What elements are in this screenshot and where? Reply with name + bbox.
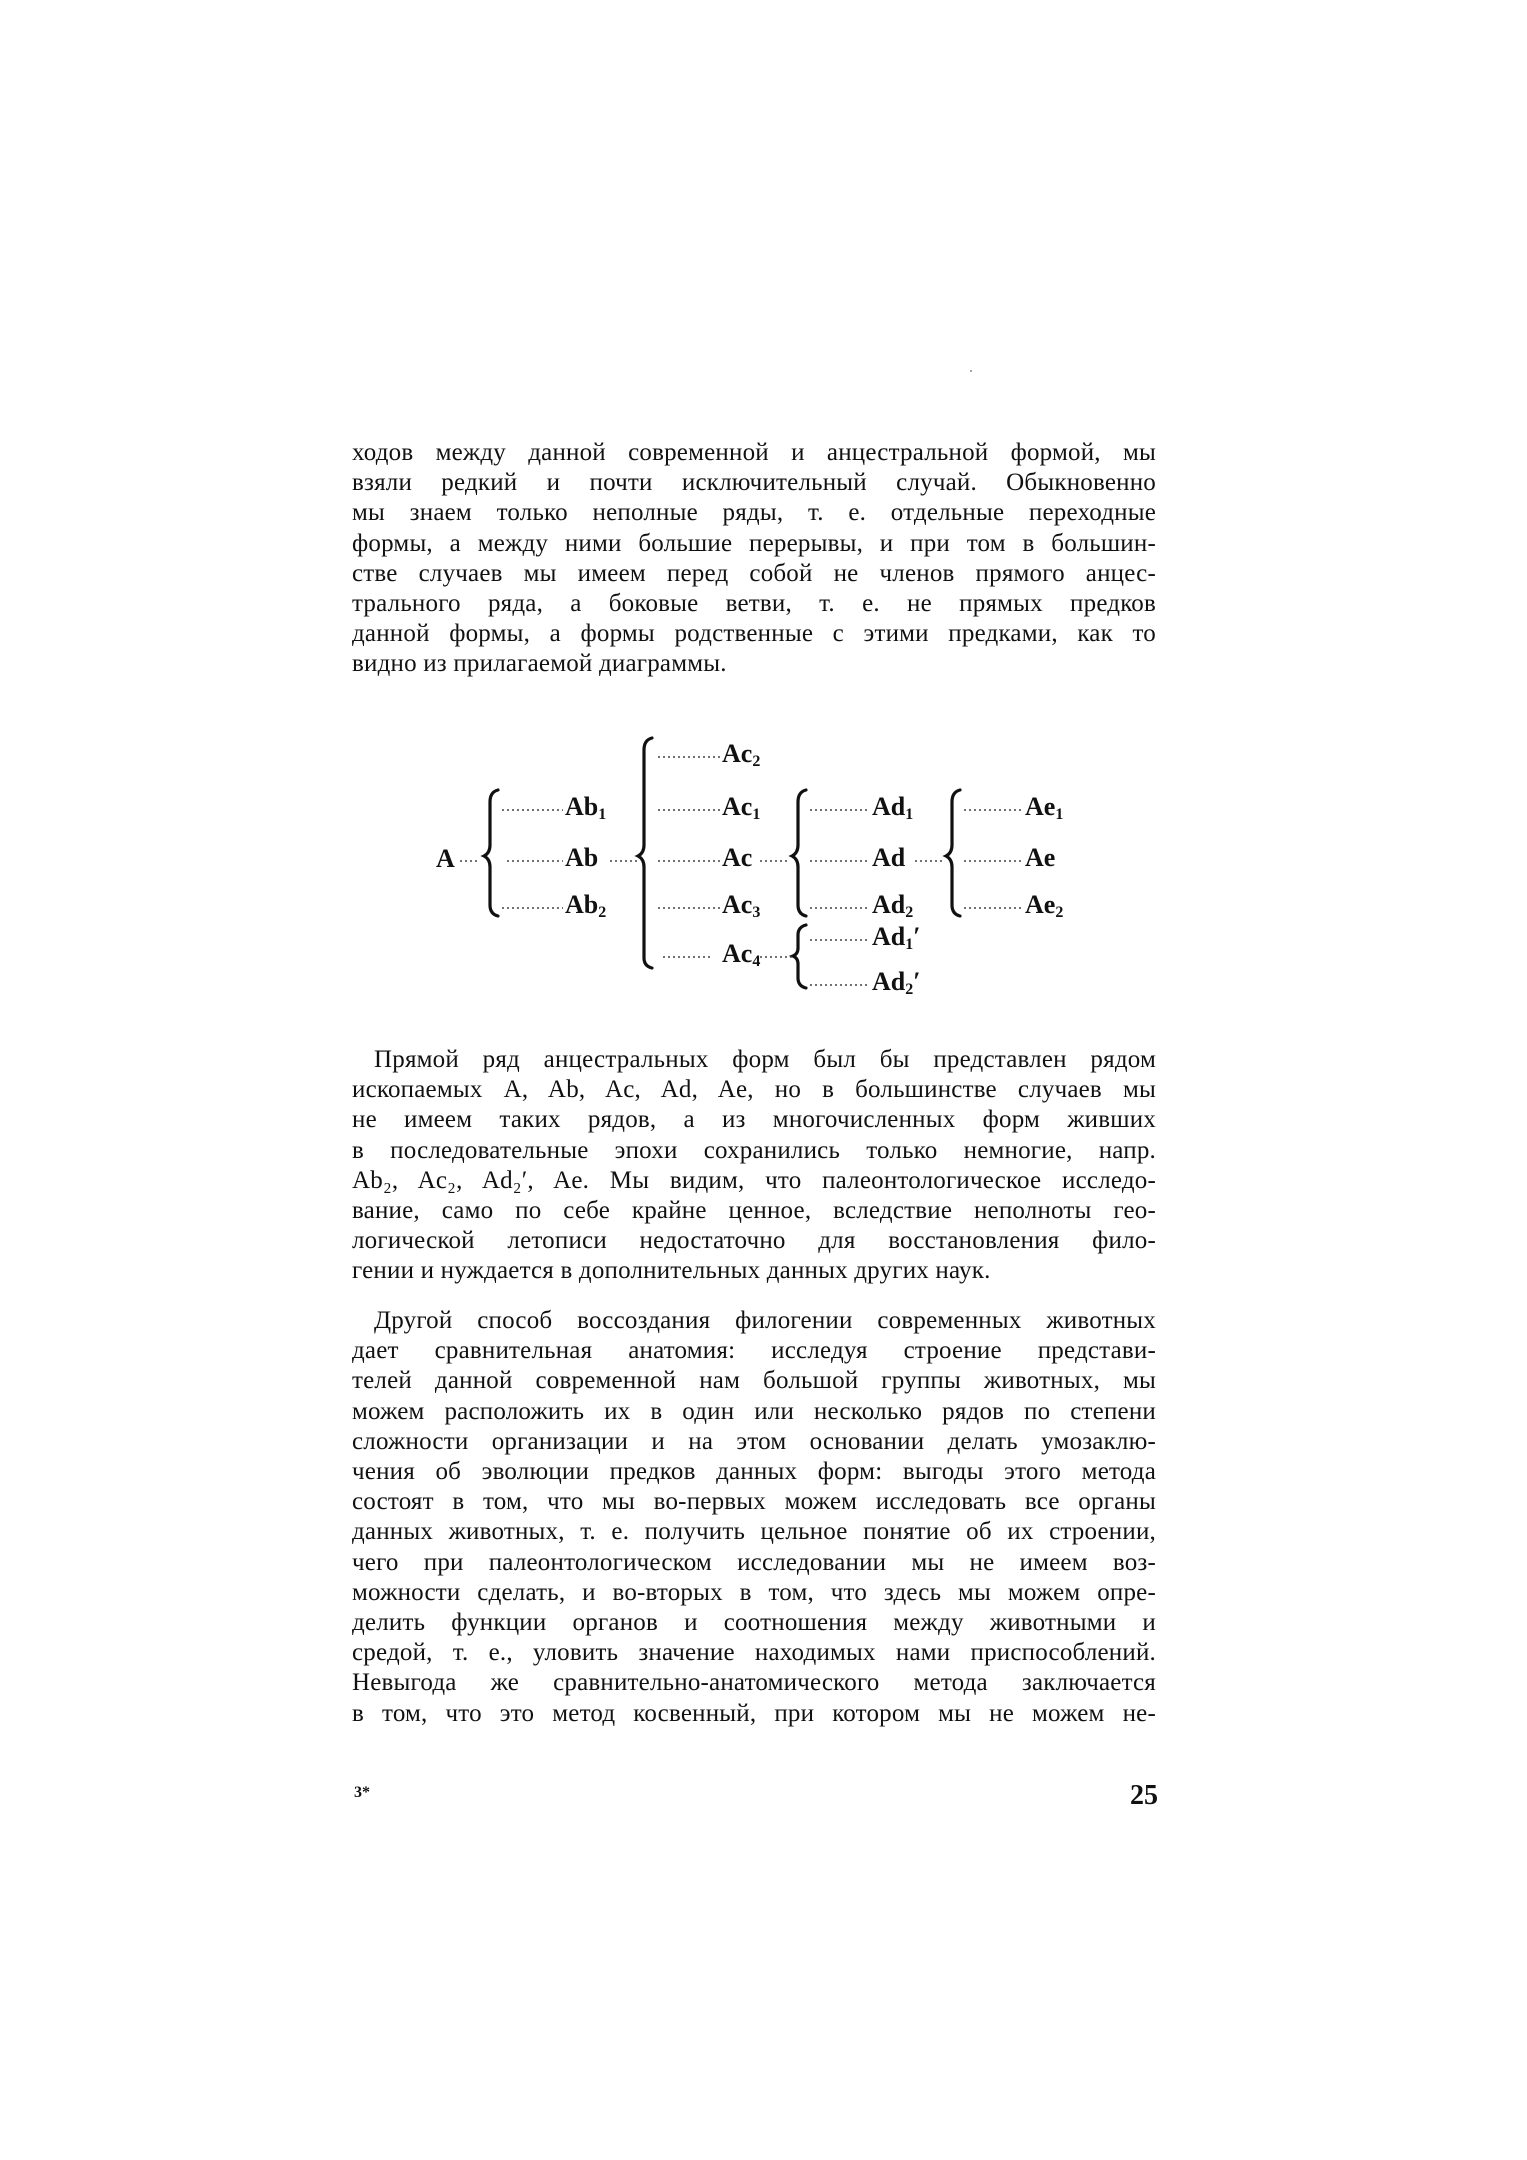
node-label: Ad [872, 967, 906, 996]
node-label: Ab [565, 890, 599, 919]
text-line: мы знаем только неполные ряды, т. е. отдельные переходные [352, 499, 1156, 527]
text-line: данной формы, а формы родственные с этими предками, как то [352, 620, 1156, 648]
node-label: Ad [872, 843, 906, 872]
node-ac2 [722, 741, 760, 770]
node-ad2-prime [872, 969, 921, 998]
scan-speck [970, 370, 972, 372]
text-line: данных животных, т. е. получить цельное понятие об их строении, [352, 1518, 1156, 1546]
node-ad1 [872, 794, 913, 823]
text-line: не имеем таких рядов, а из многочисленных форм живших [352, 1106, 1156, 1134]
node-ac4 [722, 941, 760, 970]
text-line: вание, само по себе крайне ценное, вследствие неполноты гео- [352, 1197, 1156, 1225]
node-ab [565, 845, 598, 871]
node-subscript: 1 [1055, 806, 1064, 823]
node-subscript: 2 [752, 753, 761, 770]
node-label: Ab [565, 843, 599, 872]
text-line: чения об эволюции предков данных форм: выгоды этого метода [352, 1458, 1156, 1486]
text-line: сложности организации и на этом основании делать умозаклю- [352, 1427, 1156, 1455]
node-subscript: 1 [905, 936, 914, 953]
text-line: формы, а между ними большие перерывы, и при том в большин- [352, 529, 1156, 557]
text-line: телей данной современной нам большой группы животных, мы [352, 1367, 1156, 1395]
node-label: Ac [722, 792, 753, 821]
text-line: Другой способ воссоздания филогении современных животных [374, 1307, 1156, 1334]
text-line: ископаемых A, Ab, Ac, Ad, Ae, но в большинстве случаев мы [352, 1076, 1156, 1104]
node-subscript: 2 [905, 904, 914, 921]
text-line: можем расположить их в один или несколько рядов по степени [352, 1397, 1156, 1425]
node-ac [722, 845, 752, 871]
brace-ab [484, 790, 498, 916]
text-line: Ab₂, Ac₂, Ad₂′, Ae. Мы видим, что палеонтологическое исследо- [352, 1166, 1156, 1194]
node-subscript: 1 [752, 806, 761, 823]
paragraph-1 [352, 438, 1156, 680]
node-subscript: 3 [752, 904, 761, 921]
text-line: логической летописи недостаточно для восстановления фило- [352, 1227, 1156, 1255]
text-line: Невыгода же сравнительно-анатомического метода заключается [352, 1669, 1156, 1697]
node-label: Ac [722, 939, 753, 968]
text-line: в последовательные эпохи сохранились только немногие, напр. [352, 1136, 1156, 1164]
node-a: A [436, 844, 455, 873]
node-ab2 [565, 892, 606, 921]
node-ad1-prime [872, 924, 921, 953]
node-label: Ac [722, 739, 753, 768]
text-line: ходов между данной современной и анцестральной формой, мы [352, 439, 1156, 466]
node-subscript: 2 [1055, 904, 1064, 921]
text-line: взяли редкий и почти исключительный случай. Обыкновенно [352, 469, 1156, 497]
node-label: Ac [722, 890, 753, 919]
node-subscript: 2 [598, 904, 607, 921]
node-prime: ′ [913, 922, 921, 951]
node-ae2 [1025, 892, 1063, 921]
node-ac3 [722, 892, 760, 921]
brace-ad [792, 790, 806, 916]
text-line: дает сравнительная анатомия: исследуя строение представи- [352, 1337, 1156, 1365]
text-line: чего при палеонтологическом исследовании мы не имеем воз- [352, 1548, 1156, 1576]
text-line: трального ряда, а боковые ветви, т. е. не прямых предков [352, 590, 1156, 618]
text-line: видно из прилагаемой диаграммы. [352, 650, 727, 678]
text-line: можности сделать, и во-вторых в том, что здесь мы можем опре- [352, 1578, 1156, 1606]
node-label: Ae [1025, 792, 1056, 821]
brace-ae [946, 790, 960, 916]
text-line: в том, что это метод косвенный, при котором мы не можем не- [352, 1699, 1156, 1727]
node-label: Ae [1025, 890, 1056, 919]
node-subscript: 1 [905, 806, 914, 823]
signature-mark: 3* [354, 1784, 370, 1801]
paragraph-3 [352, 1306, 1156, 1729]
text-line: средой, т. е., уловить значение находимых нами приспособлений. [352, 1639, 1156, 1667]
text-line: гении и нуждается в дополнительных данных других наук. [352, 1257, 991, 1285]
paragraph-2 [352, 1045, 1156, 1287]
node-subscript: 2 [905, 981, 914, 998]
text-line: состоят в том, что мы во-первых можем исследовать все органы [352, 1488, 1156, 1516]
page-number: 25 [1130, 1780, 1158, 1811]
node-label: Ac [722, 843, 753, 872]
text-line: Прямой ряд анцестральных форм был бы представлен рядом [374, 1046, 1156, 1073]
node-ab1 [565, 794, 606, 823]
node-ad [872, 845, 905, 871]
node-subscript: 4 [752, 953, 761, 970]
text-line: стве случаев мы имеем перед собой не членов прямого анцес- [352, 559, 1156, 587]
brace-ad-prime [793, 925, 806, 988]
node-ae [1025, 845, 1055, 871]
node-ae1 [1025, 794, 1063, 823]
brace-ac [638, 738, 652, 968]
text-line: делить функции органов и соотношения между животными и [352, 1609, 1156, 1637]
node-prime: ′ [913, 967, 921, 996]
node-label: Ab [565, 792, 599, 821]
node-label: Ad [872, 922, 906, 951]
node-label: Ad [872, 890, 906, 919]
node-ac1 [722, 794, 760, 823]
node-subscript: 1 [598, 806, 607, 823]
node-ad2 [872, 892, 913, 921]
node-label: Ae [1025, 843, 1056, 872]
node-label: Ad [872, 792, 906, 821]
